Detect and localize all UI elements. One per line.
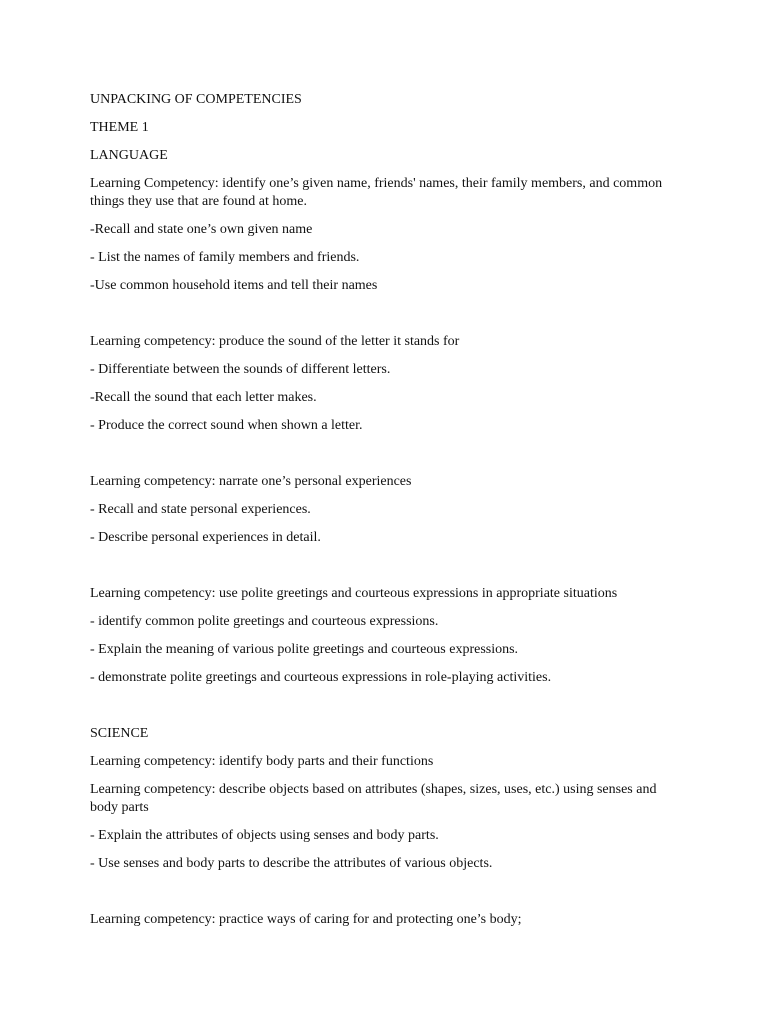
competency-item: -Use common household items and tell their names — [90, 278, 378, 293]
document-title: UNPACKING OF COMPETENCIES — [90, 92, 302, 107]
document-page — [90, 91, 672, 929]
competency-item: - Describe personal experiences in detail. — [90, 530, 321, 545]
competency-item: - Differentiate between the sounds of different letters. — [90, 362, 391, 377]
competency-item: - List the names of family members and friends. — [90, 250, 360, 265]
competency-item: - identify common polite greetings and courteous expressions. — [90, 614, 439, 629]
competency-item: - Explain the attributes of objects using senses and body parts. — [90, 828, 439, 843]
competency-item: -Recall and state one’s own given name — [90, 222, 313, 237]
theme-label: THEME 1 — [90, 120, 149, 135]
competency-letter-sounds: Learning competency: produce the sound of the letter it stands for — [90, 334, 460, 349]
competency-body-parts: Learning competency: identify body parts and their functions — [90, 754, 434, 769]
competency-item: - Recall and state personal experiences. — [90, 502, 311, 517]
competency-caring-body: Learning competency: practice ways of caring for and protecting one’s body; — [90, 912, 522, 927]
competency-polite-greetings: Learning competency: use polite greetings and courteous expressions in appropriate situations — [90, 586, 618, 601]
competency-item: - Produce the correct sound when shown a letter. — [90, 418, 363, 433]
competency-name-identification: Learning Competency: identify one’s given name, friends' names, their family members, and common things they use that are found at home. — [90, 176, 663, 209]
competency-describe-objects: Learning competency: describe objects based on attributes (shapes, sizes, uses, etc.) using senses and body parts — [90, 782, 657, 815]
competency-item: - Explain the meaning of various polite greetings and courteous expressions. — [90, 642, 519, 657]
competency-item: - demonstrate polite greetings and courteous expressions in role-playing activities. — [90, 670, 552, 685]
competency-personal-experiences: Learning competency: narrate one’s personal experiences — [90, 474, 412, 489]
competency-item: - Use senses and body parts to describe the attributes of various objects. — [90, 856, 493, 871]
competency-item: -Recall the sound that each letter makes. — [90, 390, 317, 405]
section-heading-science: SCIENCE — [90, 726, 149, 741]
section-heading-language: LANGUAGE — [90, 148, 168, 163]
